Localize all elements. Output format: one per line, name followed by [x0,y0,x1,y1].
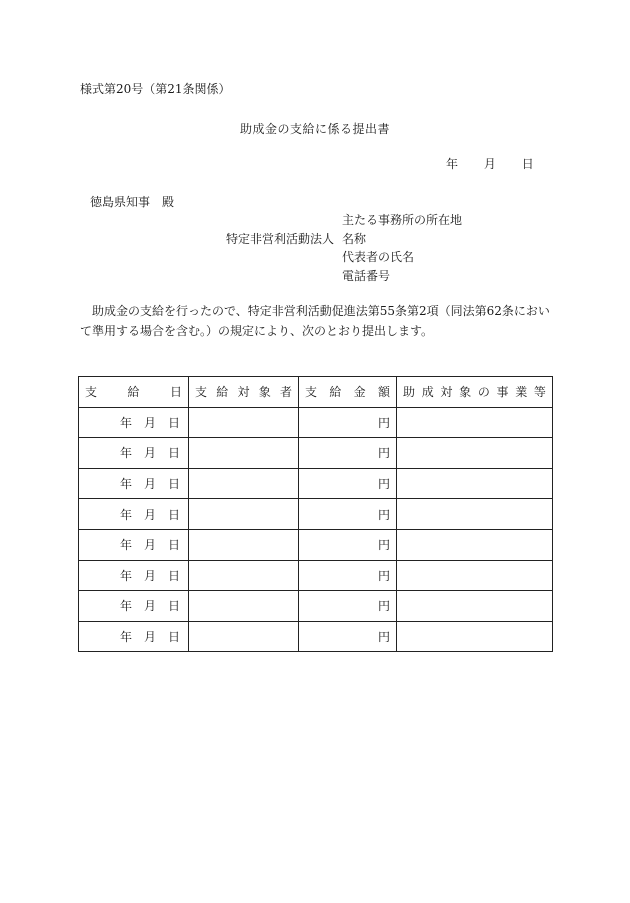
date-month-unit: 月 [143,538,156,553]
recipient-cell[interactable] [189,499,299,530]
yen-unit: 円 [377,415,390,430]
date-day-unit: 日 [521,157,534,171]
date-day-unit: 日 [167,507,180,522]
date-year-unit: 年 [446,157,459,171]
date-year-unit: 年 [119,568,132,583]
table-row [79,407,553,438]
header-char: 助 [403,385,416,400]
date-month-unit: 月 [143,568,156,583]
date-month-unit: 月 [143,599,156,614]
payment-date-cell[interactable] [79,529,189,560]
header-char: 給 [216,385,229,400]
date-day-unit: 日 [167,538,180,553]
table-row [79,560,553,591]
header-char: 等 [533,385,546,400]
date-year-unit: 年 [119,599,132,614]
amount-cell[interactable] [299,468,397,499]
amount-cell[interactable] [299,560,397,591]
header-char: 象 [258,385,271,400]
payment-date-cell[interactable] [79,591,189,622]
date-month-unit: 月 [143,507,156,522]
header-recipient [189,377,299,408]
date-day-unit: 日 [167,568,180,583]
header-char: 給 [127,385,140,400]
office-address-label: 主たる事務所の所在地 [342,213,463,227]
amount-cell[interactable] [299,407,397,438]
header-char: 日 [169,385,182,400]
table-row [79,499,553,530]
document-title: 助成金の支給に係る提出書 [239,122,390,136]
amount-cell[interactable] [299,591,397,622]
date-year-unit: 年 [119,630,132,645]
date-day-unit: 日 [167,630,180,645]
org-type-label: 特定非営利活動法人 [226,231,335,246]
header-char: 支 [195,385,208,400]
table-header-row [79,377,553,408]
date-day-unit: 日 [167,446,180,461]
yen-unit: 円 [377,477,390,492]
header-char: 対 [440,385,453,400]
payment-date-cell[interactable] [79,621,189,652]
amount-cell[interactable] [299,529,397,560]
header-char: 支 [85,385,98,400]
payment-date-cell[interactable] [79,407,189,438]
project-cell[interactable] [397,468,553,499]
project-cell[interactable] [397,438,553,469]
header-char: 者 [279,385,292,400]
header-char: 成 [421,385,434,400]
table-row [79,438,553,469]
header-subsidized-project [397,377,553,408]
amount-cell[interactable] [299,621,397,652]
date-year-unit: 年 [119,446,132,461]
yen-unit: 円 [377,446,390,461]
recipient-cell[interactable] [189,468,299,499]
yen-unit: 円 [377,630,390,645]
date-line [446,155,534,172]
payment-table [78,376,553,652]
table-row [79,591,553,622]
date-year-unit: 年 [119,507,132,522]
yen-unit: 円 [377,568,390,583]
yen-unit: 円 [377,538,390,553]
recipient-cell[interactable] [189,407,299,438]
sender-block [226,211,462,285]
header-amount [299,377,397,408]
table-row [79,529,553,560]
header-char: 額 [377,385,390,400]
amount-cell[interactable] [299,499,397,530]
date-month-unit: 月 [143,477,156,492]
date-year-unit: 年 [119,415,132,430]
header-payment-date [79,377,189,408]
header-char: 事 [496,385,509,400]
date-month-unit: 月 [143,446,156,461]
date-month-unit: 月 [143,415,156,430]
body-paragraph: 助成金の支給を行ったので、特定非営利活動促進法第55条第2項（同法第62条において準用する場合を含む。）の規定により、次のとおり提出します。 [80,304,550,338]
header-char: 給 [329,385,342,400]
form-number: 様式第20号（第21条関係） [80,82,231,96]
representative-label: 代表者の氏名 [342,250,415,265]
recipient-cell[interactable] [189,529,299,560]
project-cell[interactable] [397,591,553,622]
project-cell[interactable] [397,560,553,591]
header-char: の [477,385,490,400]
name-label: 名称 [342,231,367,246]
project-cell[interactable] [397,621,553,652]
date-day-unit: 日 [167,477,180,492]
date-day-unit: 日 [167,415,180,430]
date-year-unit: 年 [119,477,132,492]
project-cell[interactable] [397,499,553,530]
header-char: 象 [459,385,472,400]
header-char: 支 [305,385,318,400]
payment-date-cell[interactable] [79,560,189,591]
phone-label: 電話番号 [342,268,391,283]
recipient-cell[interactable] [189,438,299,469]
date-day-unit: 日 [167,599,180,614]
addressee: 徳島県知事 殿 [90,195,175,209]
payment-date-cell[interactable] [79,468,189,499]
date-month-unit: 月 [483,157,496,171]
header-char: 業 [515,385,528,400]
amount-cell[interactable] [299,438,397,469]
project-cell[interactable] [397,407,553,438]
recipient-cell[interactable] [189,621,299,652]
payment-date-cell[interactable] [79,438,189,469]
recipient-cell[interactable] [189,560,299,591]
date-month-unit: 月 [143,630,156,645]
table-row [79,621,553,652]
header-char: 金 [353,385,366,400]
payment-date-cell[interactable] [79,499,189,530]
yen-unit: 円 [377,507,390,522]
date-year-unit: 年 [119,538,132,553]
yen-unit: 円 [377,599,390,614]
project-cell[interactable] [397,529,553,560]
table-row [79,468,553,499]
recipient-cell[interactable] [189,591,299,622]
header-char: 対 [237,385,250,400]
